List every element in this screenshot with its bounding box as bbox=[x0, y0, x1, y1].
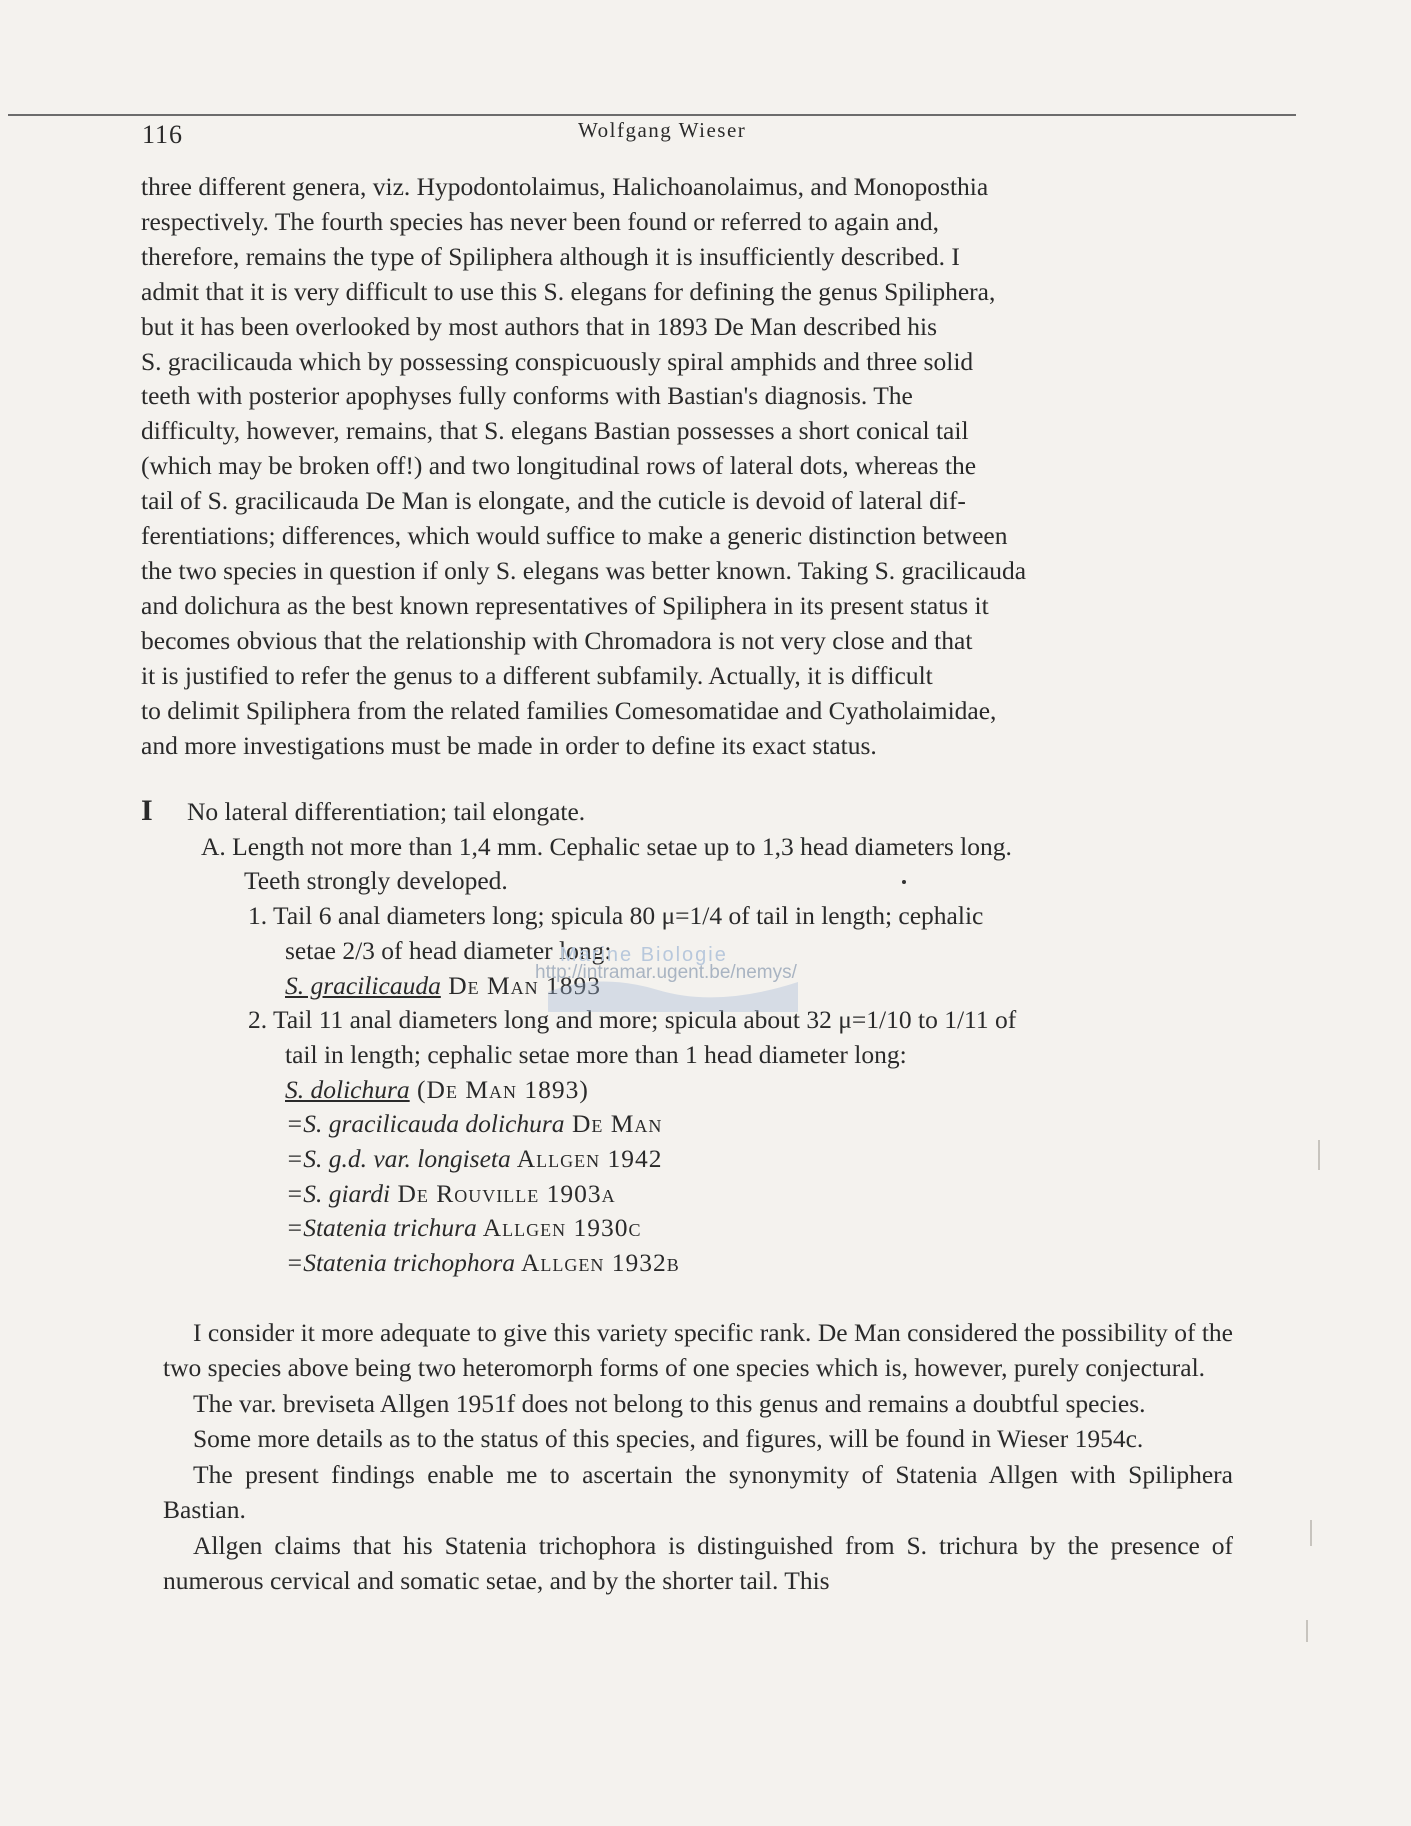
stray-dot bbox=[902, 880, 906, 884]
text-line: (which may be broken off!) and two longitudinal rows of lateral dots, whereas the bbox=[141, 451, 977, 481]
species-author: De Man 1893 bbox=[440, 970, 602, 1000]
running-head: Wolfgang Wieser bbox=[578, 118, 747, 142]
key-line: tail in length; cephalic setae more than 1 head diameter long: bbox=[285, 1039, 907, 1069]
species-entry bbox=[141, 1073, 1231, 1108]
key-line: Teeth strongly developed. bbox=[244, 866, 508, 896]
synonym-line bbox=[141, 1246, 1231, 1281]
paragraph: Some more details as to the status of this species, and figures, will be found in Wieser 1954c. bbox=[193, 1424, 1144, 1454]
text-line: becomes obvious that the relationship with Chromadora is not very close and that bbox=[141, 625, 973, 655]
header-rule bbox=[8, 114, 1296, 116]
scan-mark bbox=[1318, 1140, 1320, 1170]
roman-numeral: I bbox=[141, 794, 153, 827]
synonym-author: De Man bbox=[564, 1109, 663, 1139]
synonym-name: =S. gracilicauda dolichura bbox=[286, 1109, 565, 1139]
text-line: the two species in question if only S. elegans was better known. Taking S. gracilicauda bbox=[141, 555, 1027, 585]
synonym-author: Allgen 1932b bbox=[515, 1248, 680, 1278]
text-line: S. gracilicauda which by possessing conspicuously spiral amphids and three solid bbox=[141, 346, 974, 376]
paragraph: Allgen claims that his Statenia trichophora is distinguished from S. trichura by the presence of numerous cervical and somatic setae, and by the shorter tail. This bbox=[163, 1530, 1233, 1595]
synonym-author: Allgen 1930c bbox=[476, 1213, 642, 1243]
text-line: teeth with posterior apophyses fully conforms with Bastian's diagnosis. The bbox=[141, 381, 913, 411]
page-number: 116 bbox=[142, 120, 184, 149]
text-line: but it has been overlooked by most authors that in 1893 De Man described his bbox=[141, 311, 938, 341]
text-line: to delimit Spiliphera from the related families Comesomatidae and Cyatholaimidae, bbox=[141, 695, 997, 725]
text-line: and more investigations must be made in order to define its exact status. bbox=[141, 730, 877, 760]
species-name: S. gracilicauda bbox=[285, 970, 441, 1000]
synonym-author: De Rouville 1903a bbox=[390, 1178, 616, 1208]
intro-paragraph bbox=[141, 170, 1221, 763]
watermark-url: http://intramar.ugent.be/nemys/ bbox=[535, 962, 797, 983]
synonym-author: Allgen 1942 bbox=[510, 1144, 663, 1174]
paragraph: The var. breviseta Allgen 1951f does not belong to this genus and remains a doubtful species. bbox=[193, 1388, 1146, 1418]
paragraph: I consider it more adequate to give this variety specific rank. De Man considered the possibility of the two species above being two heteromorph forms of one species which is, however, purely conjectural. bbox=[163, 1318, 1233, 1382]
key-section-I bbox=[141, 794, 1231, 830]
synonym-name: =S. giardi bbox=[286, 1178, 391, 1208]
synonym-line bbox=[141, 1177, 1231, 1212]
text-line: respectively. The fourth species has never been found or referred to again and, bbox=[141, 206, 939, 236]
key-line: A. Length not more than 1,4 mm. Cephalic setae up to 1,3 head diameters long. bbox=[201, 831, 1012, 861]
species-author: (De Man 1893) bbox=[409, 1074, 589, 1104]
synonym-name: =Statenia trichura bbox=[286, 1213, 477, 1243]
paragraph: The present findings enable me to ascertain the synonymity of Statenia Allgen with Spiliphera Bastian. bbox=[163, 1460, 1233, 1524]
species-name: S. dolichura bbox=[285, 1074, 410, 1104]
key-line: No lateral differentiation; tail elongate. bbox=[187, 797, 586, 826]
text-line: difficulty, however, remains, that S. elegans Bastian possesses a short conical tail bbox=[141, 416, 969, 446]
synonym-name: =S. g.d. var. longiseta bbox=[286, 1144, 511, 1174]
text-line: and dolichura as the best known representatives of Spiliphera in its present status it bbox=[141, 590, 989, 620]
text-line: admit that it is very difficult to use this S. elegans for defining the genus Spiliphera, bbox=[141, 276, 996, 306]
synonym-line bbox=[141, 1142, 1231, 1177]
identification-key bbox=[141, 794, 1231, 1281]
text-line: it is justified to refer the genus to a different subfamily. Actually, it is difficult bbox=[141, 660, 933, 690]
key-line: setae 2/3 of head diameter long: bbox=[285, 935, 612, 965]
key-line: 1. Tail 6 anal diameters long; spicula 80 μ=1/4 of tail in length; cephalic bbox=[248, 901, 984, 931]
text-line: ferentiations; differences, which would suffice to make a generic distinction between bbox=[141, 521, 1008, 551]
text-line: therefore, remains the type of Spiliphera although it is insufficiently described. I bbox=[141, 241, 960, 271]
watermark-text: Marine Biologie bbox=[560, 944, 728, 966]
closing-text bbox=[163, 1316, 1233, 1599]
key-line: 2. Tail 11 anal diameters long and more; spicula about 32 μ=1/10 to 1/11 of bbox=[248, 1005, 1017, 1035]
scan-mark bbox=[1310, 1520, 1312, 1546]
scan-mark bbox=[1306, 1620, 1308, 1642]
synonym-line bbox=[141, 1211, 1231, 1246]
text-line: tail of S. gracilicauda De Man is elongate, and the cuticle is devoid of lateral dif- bbox=[141, 486, 966, 516]
synonym-line bbox=[141, 1107, 1231, 1142]
synonym-name: =Statenia trichophora bbox=[286, 1248, 515, 1278]
text-line: three different genera, viz. Hypodontolaimus, Halichoanolaimus, and Monoposthia bbox=[141, 172, 989, 201]
